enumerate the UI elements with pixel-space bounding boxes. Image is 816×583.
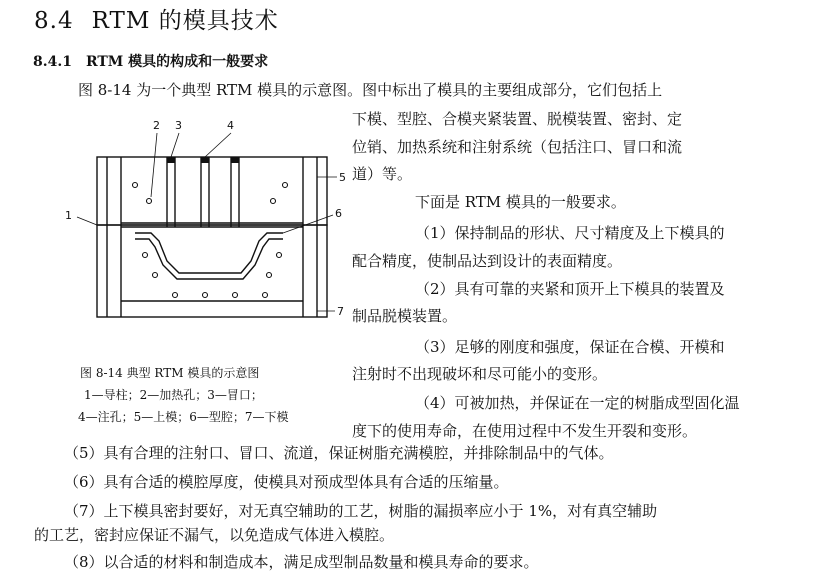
subsection-heading: [33, 51, 268, 71]
section-title: RTM 的模具技术: [91, 8, 279, 34]
paragraph-line: 图 8-14 为一个典型 RTM 模具的示意图。图中标出了模具的主要组成部分，它们包括上: [78, 81, 663, 99]
paragraph-line: 配合精度，使制品达到设计的表面精度。: [352, 252, 623, 270]
callout-7: 7: [337, 305, 344, 318]
paragraph-line: （2）具有可靠的夹紧和顶开上下模具的装置及: [415, 280, 725, 298]
paragraph-line: 注射时不出现破坏和尽可能小的变形。: [352, 365, 608, 383]
rtm-mold-figure: [55, 115, 355, 345]
paragraph-line: 下面是 RTM 模具的一般要求。: [415, 193, 626, 211]
paragraph-line: （1）保持制品的形状、尺寸精度及上下模具的: [415, 224, 725, 242]
callout-4: 4: [227, 119, 234, 132]
figure-legend: 4—注孔；5—上模；6—型腔；7—下模: [78, 410, 289, 424]
figure-caption: 图 8-14 典型 RTM 模具的示意图: [80, 366, 260, 380]
paragraph-line: （5）具有合理的注射口、冒口、流道，保证树脂充满模腔，并排除制品中的气体。: [64, 444, 614, 462]
paragraph-line: 度下的使用寿命，在使用过程中不发生开裂和变形。: [352, 422, 698, 440]
upper-mold: [97, 157, 327, 225]
paragraph-line: 制品脱模装置。: [352, 307, 458, 325]
paragraph-line: （8）以合适的材料和制造成本，满足成型制品数量和模具寿命的要求。: [64, 553, 539, 571]
paragraph-line: （7）上下模具密封要好，对无真空辅助的工艺，树脂的漏损率应小于 1%，对有真空辅助: [64, 502, 658, 520]
callout-6: 6: [335, 207, 342, 220]
figure-legend: 1—导柱；2—加热孔；3—冒口；: [84, 388, 263, 402]
paragraph-line: （6）具有合适的模腔厚度，使模具对预成型体具有合适的压缩量。: [64, 473, 509, 491]
callout-2: 2: [153, 119, 160, 132]
section-number: 8.4: [34, 8, 74, 34]
paragraph-line: 道）等。: [352, 165, 413, 183]
paragraph-line: （4）可被加热，并保证在一定的树脂成型固化温: [415, 394, 740, 412]
paragraph-line: （3）足够的刚度和强度，保证在合模、开模和: [415, 338, 725, 356]
paragraph-line: 的工艺，密封应保证不漏气，以免造成气体进入模腔。: [34, 526, 395, 544]
lower-mold: [97, 225, 327, 317]
callout-1: 1: [65, 209, 72, 222]
subsection-number: 8.4.1: [33, 54, 72, 70]
subsection-title: RTM 模具的构成和一般要求: [85, 54, 269, 70]
section-heading: [34, 2, 279, 35]
paragraph-line: 位销、加热系统和注射系统（包括注口、冒口和流: [352, 138, 683, 156]
callout-3: 3: [175, 119, 182, 132]
callout-5: 5: [339, 171, 346, 184]
paragraph-line: 下模、型腔、合模夹紧装置、脱模装置、密封、定: [352, 110, 683, 128]
